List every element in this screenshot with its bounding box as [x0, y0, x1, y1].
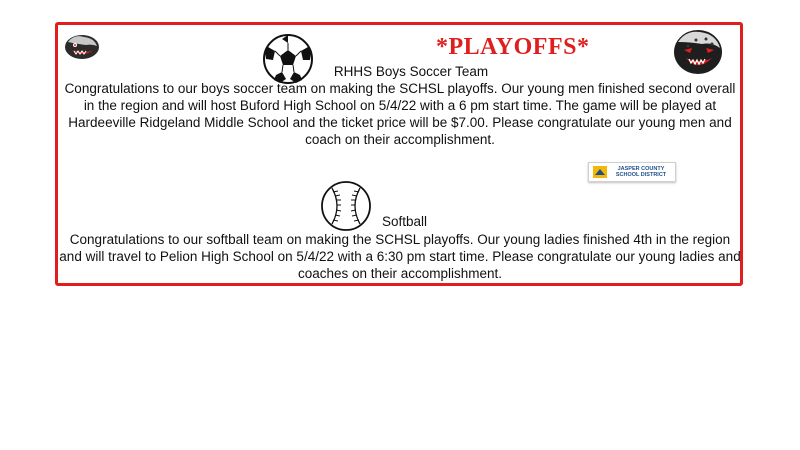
playoffs-headline: *PLAYOFFS* [436, 34, 590, 60]
soccer-title-text: RHHS Boys Soccer Team [333, 64, 489, 79]
softball-icon [320, 180, 372, 232]
district-badge-text [611, 166, 671, 178]
jaguar-logo-icon [62, 32, 102, 62]
softball-section-title: Softball [382, 214, 428, 229]
district-badge-line1: JASPER COUNTY [617, 166, 665, 172]
soccer-section-title [0, 64, 800, 79]
softball-announcement-text: Congratulations to our softball team on making the SCHSL playoffs. Our young ladies finished 4th in the region and will travel to Pelion High School on 5/4/22 with a 6:30 pm start time. Please congratulate our young ladies and coaches on their accomplishment. [59, 232, 741, 281]
district-logo-badge [588, 162, 676, 182]
district-badge-line2: SCHOOL DISTRICT [615, 172, 667, 178]
soccer-announcement-text: Congratulations to our boys soccer team on making the SCHSL playoffs. Our young men finished second overall in the region and will host Buford High School on 5/4/22 with a 6 pm start time. The game will be played at Hardeeville Ridgeland Middle School and the ticket price will be $7.00. Please congratulate our young men and coach on their accomplishment. [64, 81, 736, 147]
district-emblem-icon [593, 166, 607, 178]
